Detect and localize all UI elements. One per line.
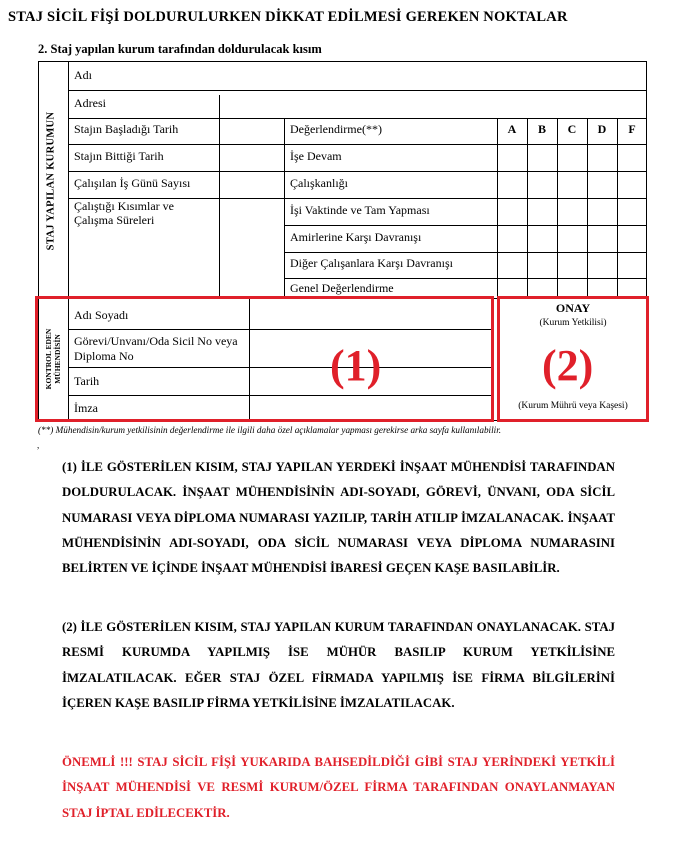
label-engineer-signature: İmza bbox=[74, 401, 98, 415]
criterion-timeliness: İşi Vaktinde ve Tam Yapması bbox=[290, 203, 430, 217]
grade-f: F bbox=[628, 122, 636, 136]
stray-mark: , bbox=[37, 440, 40, 450]
criterion-diligence: Çalışkanlığı bbox=[290, 176, 348, 190]
marker-2: (2) bbox=[542, 341, 594, 390]
label-engineer-date: Tarih bbox=[74, 374, 100, 388]
approval-stamp: (Kurum Mührü veya Kaşesi) bbox=[518, 401, 628, 411]
approval-subtitle: (Kurum Yetkilisi) bbox=[539, 318, 607, 328]
criterion-overall: Genel Değerlendirme bbox=[290, 281, 394, 295]
section-label-control-engineer: KONTROL EDEN MÜHENDİSİN bbox=[44, 328, 62, 390]
criterion-supervisors: Amirlerine Karşı Davranışı bbox=[290, 230, 422, 244]
footnote: (**) Mühendisin/kurum yetkilisinin değerlendirme ile ilgili daha özel açıklamalar yapması gerekirse arka sayfa kullanılabilir. bbox=[38, 425, 502, 435]
grade-a: A bbox=[507, 122, 517, 136]
evaluation-header: Değerlendirme(**) bbox=[290, 122, 382, 136]
label-address: Adresi bbox=[74, 96, 106, 110]
label-engineer-name: Adı Soyadı bbox=[74, 308, 129, 322]
grade-c: C bbox=[567, 122, 577, 136]
label-work-days: Çalışılan İş Günü Sayısı bbox=[74, 176, 191, 190]
label-name: Adı bbox=[74, 68, 92, 82]
section-label-institution: STAJ YAPILAN KURUMUN bbox=[45, 111, 57, 251]
grade-b: B bbox=[537, 122, 546, 136]
criterion-attendance: İşe Devam bbox=[290, 149, 342, 163]
grade-d: D bbox=[597, 122, 607, 136]
criterion-coworkers: Diğer Çalışanlara Karşı Davranışı bbox=[290, 256, 453, 270]
instruction-paragraph-1: (1) İLE GÖSTERİLEN KISIM, STAJ YAPILAN YERDEKİ İNŞAAT MÜHENDİSİ TARAFINDAN DOLDURULACAK. İNŞAAT MÜHENDİSİNİN ADI-SOYADI, GÖREVİ, ÜNVANI, ODA SİCİL NUMARASI VEYA DİPLOMA NUMARASI YAZILIP, TARİH ATILIP İMZALANACAK. İNŞAAT MÜHENDİSİNİN ADI-SOYADI, ODA SİCİL NUMARASI VEYA DİPLOMA NUMARASINI BELİRTEN VE İÇİNDE İNŞAAT MÜHENDİSİ İBARESİ GEÇEN KAŞE BASILABİLİR. bbox=[62, 460, 615, 576]
marker-1: (1) bbox=[330, 341, 382, 390]
label-engineer-position: Görevi/Unvanı/Oda Sicil No veya Diploma No bbox=[74, 334, 238, 363]
instruction-paragraph-2: (2) İLE GÖSTERİLEN KISIM, STAJ YAPILAN KURUM TARAFINDAN ONAYLANACAK. STAJ RESMİ KURUMDA YAPILMIŞ İSE MÜHÜR BASILIP KURUM YETKİLİSİNE İMZALATILACAK. EĞER STAJ ÖZEL FİRMADA YAPILMIŞ İSE FİRMA BİLGİLERİNİ İÇEREN KAŞE BASILIP FİRMA YETKİLİSİNE İMZALATILACAK. bbox=[62, 620, 615, 710]
section-subtitle: 2. Staj yapılan kurum tarafından doldurulacak kısım bbox=[38, 42, 322, 56]
page-title: STAJ SİCİL FİŞİ DOLDURULURKEN DİKKAT EDİLMESİ GEREKEN NOKTALAR bbox=[8, 9, 568, 25]
label-end-date: Stajın Bittiği Tarih bbox=[74, 149, 164, 163]
label-sections: Çalıştığı Kısımlar ve Çalışma Süreleri bbox=[74, 199, 174, 227]
highlight-box-1 bbox=[35, 296, 494, 422]
approval-title: ONAY bbox=[555, 301, 591, 315]
important-warning: ÖNEMLİ !!! STAJ SİCİL FİŞİ YUKARIDA BAHSEDİLDİĞİ GİBİ STAJ YERİNDEKİ YETKİLİ İNŞAAT MÜHENDİSİ VE RESMİ KURUM/ÖZEL FİRMA TARAFINDAN ONAYLANMAYAN STAJ İPTAL EDİLECEKTİR. bbox=[62, 755, 615, 820]
label-start-date: Stajın Başladığı Tarih bbox=[74, 122, 179, 136]
